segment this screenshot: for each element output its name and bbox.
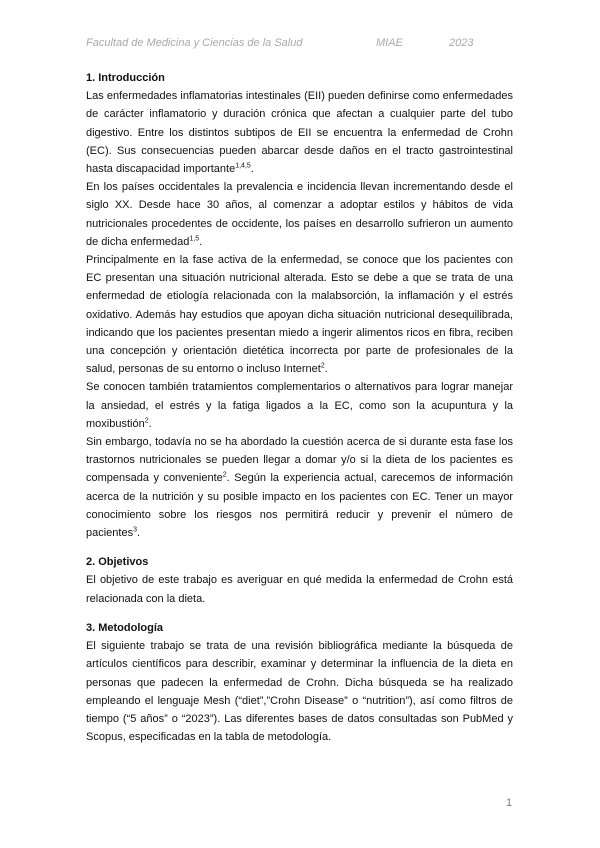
paragraph: El siguiente trabajo se trata de una revisión bibliográfica mediante la búsqueda de artículos científicos para describir, examinar y determinar la influencia de la dieta en personas que padecen la enfermedad de Crohn. Dicha búsqueda se ha realizado empleando el lenguaje Mesh (“diet”,”Crohn Disease” o “nutrition”), así como filtros de tiempo (“5 años” o “2023”). Las diferentes bases de datos consultadas son PubMed y Scopus, especificadas en la tabla de metodología. xyxy=(86,640,513,744)
section-introduccion xyxy=(86,69,513,542)
citation: 1,4,5 xyxy=(235,162,251,170)
section-title: 2. Objetivos xyxy=(86,556,149,569)
page-number: 1 xyxy=(506,797,513,809)
citation: 2 xyxy=(320,362,325,370)
citation: 1,5 xyxy=(189,235,200,243)
section-title: 1. Introducción xyxy=(86,72,165,84)
paragraph: Sin embargo, todavía no se ha abordado la cuestión acerca de si durante esta fase los trastornos nutricionales se pueden llegar a domar y/o si la dieta de los pacientes es compensada y conveniente$^2$. Según la experiencia actual, carecemos de información acerca de la nutrición y su posible impacto en los pacientes con EC. Tener un mayor conocimiento sobre los riesgos nos permitirá reducir y prevenir el número de pacientes$^3$. xyxy=(86,436,513,540)
section-title: 3. Metodología xyxy=(86,621,163,634)
document-body xyxy=(86,69,513,746)
citation: 2 xyxy=(144,417,149,425)
section-metodologia xyxy=(86,619,513,746)
header-faculty: Facultad de Medicina y Ciencias de la Salud xyxy=(86,37,303,49)
header-program: MIAE xyxy=(376,37,403,49)
paragraph: Se conocen también tratamientos complementarios o alternativos para lograr manejar la ansiedad, el estrés y la fatiga ligados a la EC, como son la acupuntura y la moxibustión$^2$. xyxy=(86,381,513,430)
citation: 3 xyxy=(133,526,137,534)
citation: 2 xyxy=(222,471,227,479)
paragraph: Las enfermedades inflamatorias intestinales (EII) pueden definirse como enfermedades de carácter inflamatorio y duración crónica que afectan a cualquier parte del tubo digestivo. Entre los distintos subtipos de EII se encuentra la enfermedad de Crohn (EC). Sus consecuencias pueden abarcar desde daños en el tracto gastrointestinal hasta discapacidad importante$^{1,4,5}$. xyxy=(86,90,513,176)
section-objetivos xyxy=(86,553,513,608)
paragraph: En los países occidentales la prevalencia e incidencia llevan incrementando desde el siglo XX. Desde hace 30 años, al comenzar a adoptar estilos y hábitos de vida nutricionales procedentes de occidente, los países en desarrollo sufrieron un aumento de dicha enfermedad$^{1,5}$. xyxy=(86,181,513,248)
header-year: 2023 xyxy=(449,37,474,49)
paragraph: Principalmente en la fase activa de la enfermedad, se conoce que los pacientes con EC presentan una situación nutricional alterada. Esto se debe a que se trata de una enfermedad de etiología relacionada con la malabsorción, la inflamación y el estrés oxidativo. Además hay estudios que apoyan dicha situación nutricional desequilibrada, indicando que los pacientes presentan miedo a ingerir alimentos ricos en fibra, reciben una concepción y orientación dietética incorrecta por parte de profesionales de la salud, personas de su entorno o incluso Internet$^2$. xyxy=(86,254,513,376)
paragraph: El objetivo de este trabajo es averiguar en qué medida la enfermedad de Crohn está relacionada con la dieta. xyxy=(86,574,513,605)
running-header xyxy=(86,37,526,51)
